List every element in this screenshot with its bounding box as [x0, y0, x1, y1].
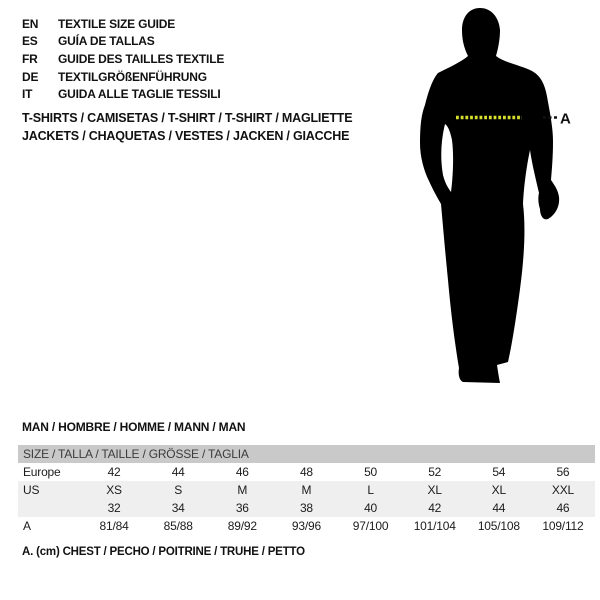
language-code: ES	[22, 34, 38, 49]
language-code: EN	[22, 16, 39, 31]
language-label: GUIDE DES TAILLES TEXTILE	[58, 51, 225, 66]
size-cell: 50	[364, 465, 378, 479]
size-cell: 44	[171, 465, 185, 479]
size-cell: 40	[364, 501, 378, 515]
size-cell: M	[301, 483, 312, 497]
size-cell: 36	[235, 501, 249, 515]
language-row-it	[22, 85, 224, 103]
size-cell: 42	[107, 465, 121, 479]
size-cell: 56	[556, 465, 570, 479]
table-row-chest-cm	[18, 517, 595, 535]
table-row-us-numbers	[18, 499, 595, 517]
size-cell: M	[237, 483, 248, 497]
size-cell: 101/104	[413, 519, 456, 533]
language-label: GUIDA ALLE TAGLIE TESSILI	[58, 87, 221, 102]
language-code: DE	[22, 69, 39, 84]
size-cell: 97/100	[352, 519, 389, 533]
size-cell: XXL	[551, 483, 574, 497]
language-label: TEXTILGRÖßENFÜHRUNG	[58, 69, 207, 84]
measure-label-a: A	[560, 110, 571, 128]
size-cell: 52	[428, 465, 442, 479]
size-cell: 85/88	[163, 519, 193, 533]
size-cell: XL	[491, 483, 506, 497]
row-label: A	[23, 519, 31, 533]
size-cell: 46	[556, 501, 570, 515]
language-row-es	[22, 33, 224, 51]
language-row-en	[22, 15, 224, 33]
language-label: GUÍA DE TALLAS	[58, 34, 155, 49]
size-cell: 48	[299, 465, 313, 479]
language-label: TEXTILE SIZE GUIDE	[58, 16, 176, 31]
size-table	[18, 445, 595, 535]
size-cell: 38	[299, 501, 313, 515]
language-code: FR	[22, 51, 38, 66]
garment-categories	[22, 109, 352, 145]
table-row-us-letters	[18, 481, 595, 499]
category-line-jackets: JACKETS / CHAQUETAS / VESTES / JACKEN / GIACCHE	[22, 129, 350, 143]
size-cell: L	[367, 483, 374, 497]
section-title-man: MAN / HOMBRE / HOMME / MANN / MAN	[22, 420, 246, 434]
measurement-figure	[412, 4, 574, 390]
size-cell: 46	[235, 465, 249, 479]
measurement-footnote: A. (cm) CHEST / PECHO / POITRINE / TRUHE / PETTO	[22, 546, 305, 558]
row-label	[18, 499, 82, 517]
category-line-tshirts: T-SHIRTS / CAMISETAS / T-SHIRT / T-SHIRT / MAGLIETTE	[22, 111, 353, 125]
language-row-de	[22, 68, 224, 86]
language-code: IT	[22, 87, 33, 102]
size-cell: 89/92	[227, 519, 257, 533]
size-cell: S	[174, 483, 183, 497]
size-cell: 105/108	[477, 519, 520, 533]
language-row-fr	[22, 50, 224, 68]
size-cell: 42	[428, 501, 442, 515]
size-cell: 54	[492, 465, 506, 479]
man-silhouette	[412, 4, 574, 390]
size-cell: 93/96	[291, 519, 321, 533]
row-label: US	[23, 483, 40, 497]
size-cell: 44	[492, 501, 506, 515]
size-table-header: SIZE / TALLA / TAILLE / GRÖSSE / TAGLIA	[18, 445, 595, 463]
row-label: Europe	[23, 465, 61, 479]
size-cell: XL	[427, 483, 442, 497]
size-cell: 109/112	[542, 519, 584, 533]
language-list	[22, 15, 224, 103]
size-cell: 32	[107, 501, 121, 515]
size-cell: 34	[171, 501, 185, 515]
size-cell: XS	[106, 483, 122, 497]
size-cell: 81/84	[99, 519, 129, 533]
man-body-shape	[420, 8, 559, 383]
table-row-europe	[18, 463, 595, 481]
